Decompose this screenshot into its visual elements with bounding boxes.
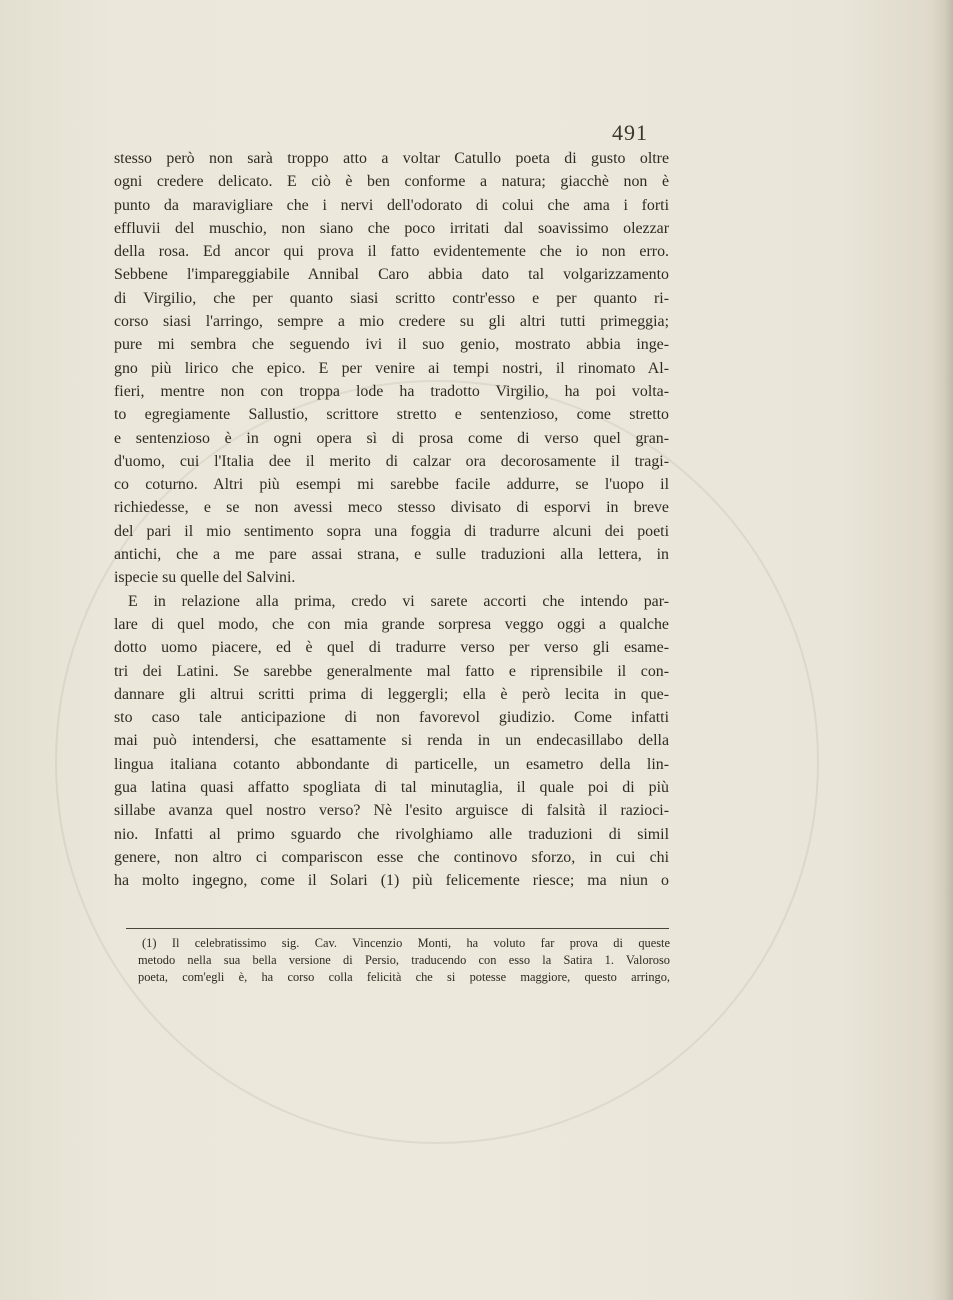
paragraph-end-line: ispecie su quelle del Salvini. <box>114 569 296 587</box>
main-text <box>114 147 669 893</box>
footnotes <box>138 935 670 986</box>
text-line: corso siasi l'arringo, sempre a mio credere su gli altri tutti primeggia; <box>114 313 669 331</box>
text-line: genere, non altro ci compariscon esse che continovo sforzo, in cui chi <box>114 848 669 866</box>
text-line: della rosa. Ed ancor qui prova il fatto evidentemente che io non erro. <box>114 243 669 261</box>
text-line: lingua italiana cotanto abbondante di particelle, un esametro della lin- <box>114 755 669 773</box>
text-line: to egregiamente Sallustio, scrittore stretto e sentenzioso, come stretto <box>114 406 669 424</box>
page-number: 491 <box>612 120 648 145</box>
footnote-rule <box>126 928 669 929</box>
text-line: tri dei Latini. Se sarebbe generalmente mal fatto e riprensibile il con- <box>114 662 669 680</box>
text-line: gno più lirico che epico. E per venire ai tempi nostri, il rinomato Al- <box>114 359 669 377</box>
text-line: lare di quel modo, che con mia grande sorpresa veggo oggi a qualche <box>114 615 669 633</box>
text-line: sillabe avanza quel nostro verso? Nè l'esito arguisce di falsità il razioci- <box>114 802 669 820</box>
text-line: d'uomo, cui l'Italia dee il merito di calzar ora decorosamente il tragi- <box>114 452 669 470</box>
text-line: pure mi sembra che seguendo ivi il suo genio, mostrato abbia inge- <box>114 336 669 354</box>
text-line: fieri, mentre non con troppa lode ha tradotto Virgilio, ha poi volta- <box>114 382 669 400</box>
text-line: dotto uomo piacere, ed è quel di tradurre verso per verso gli esame- <box>114 639 669 657</box>
text-line: stesso però non sarà troppo atto a voltar Catullo poeta di gusto oltre <box>114 150 669 167</box>
text-line: ogni credere delicato. E ciò è ben conforme a natura; giacchè non è <box>114 173 669 191</box>
paragraph-start-line: E in relazione alla prima, credo vi sarete accorti che intendo par- <box>128 592 669 610</box>
footnote-line: poeta, com'egli è, ha corso colla felicità che si potesse maggiore, questo arringo, <box>138 970 670 984</box>
page-edge-shadow <box>931 0 953 1300</box>
text-line: co coturno. Altri più esempi mi sarebbe facile addurre, se l'uopo il <box>114 476 669 494</box>
text-line: ha molto ingegno, come il Solari (1) più felicemente riesce; ma niun o <box>114 872 669 890</box>
text-line: mai può intendersi, che esattamente si renda in un endecasillabo della <box>114 732 669 750</box>
footnote-line: metodo nella sua bella versione di Persio, traducendo con esso la Satira 1. Valoroso <box>138 953 670 967</box>
text-line: richiedesse, e se non avessi meco stesso divisato di esporvi in breve <box>114 499 669 517</box>
text-line: nio. Infatti al primo sguardo che rivolghiamo alle traduzioni di simil <box>114 825 669 843</box>
text-line: antichi, che a me pare assai strana, e sulle traduzioni alla lettera, in <box>114 546 669 564</box>
text-line: e sentenzioso è in ogni opera sì di prosa come di verso quel gran- <box>114 429 669 447</box>
text-line: punto da maravigliare che i nervi dell'odorato di colui che ama i forti <box>114 196 669 214</box>
text-line: dannare gli altrui scritti prima di leggergli; ella è però lecita in que- <box>114 685 669 703</box>
text-line: gua latina quasi affatto spogliata di tal minutaglia, il quale poi di più <box>114 779 669 797</box>
text-line: Sebbene l'impareggiabile Annibal Caro abbia dato tal volgarizzamento <box>114 266 669 284</box>
text-line: effluvii del muschio, non siano che poco irritati dal soavissimo olezzar <box>114 219 669 237</box>
footnote-line: (1) Il celebratissimo sig. Cav. Vincenzio Monti, ha voluto far prova di queste <box>142 936 670 950</box>
text-line: del pari il mio sentimento sopra una foggia di tradurre alcuni dei poeti <box>114 522 669 540</box>
text-line: di Virgilio, che per quanto siasi scritto contr'esso e per quanto ri- <box>114 289 669 307</box>
text-line: sto caso tale anticipazione di non favorevol giudizio. Come infatti <box>114 709 669 727</box>
